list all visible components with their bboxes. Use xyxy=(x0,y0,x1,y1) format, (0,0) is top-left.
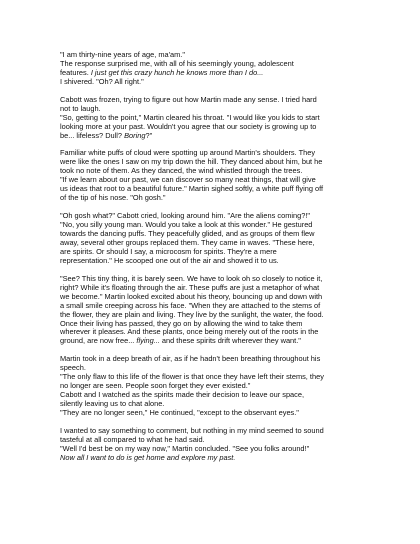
text-line xyxy=(60,194,378,203)
italic-text: Boring xyxy=(124,130,146,140)
text-run: wherever it pleases. And these plants, once being merely out of the roots in the xyxy=(60,327,319,337)
text-run: "If we learn about our past, we can discover so many neat things, that will give xyxy=(60,175,316,185)
text-run: looking more at your past. Wouldn't you agree that our society is growing up to xyxy=(60,121,317,131)
text-run: the flower, they are plain and living. They live by the sunlight, the water, the food. xyxy=(60,309,324,319)
text-run: "So, getting to the point," Martin cleared his throat. "I would like you kids to start xyxy=(60,112,320,122)
text-run: "Well I'd best be on my way now," Martin concluded. "See you folks around!" xyxy=(60,443,310,453)
text-line xyxy=(60,78,378,87)
text-run: speech. xyxy=(60,363,86,373)
text-run: "No, you silly young man. Would you take a look at this wonder." He gestured xyxy=(60,220,313,230)
italic-text: Now all I want to do is get home and explore my past. xyxy=(60,452,236,462)
text-run: ground, are now free... xyxy=(60,336,137,346)
text-run: of the tip of his nose. "Oh gosh." xyxy=(60,193,166,203)
text-run: towards the dancing puffs. They peacefully glided, and as groups of them flew xyxy=(60,229,315,239)
text-line xyxy=(60,355,378,364)
text-line xyxy=(60,409,378,418)
text-run: "Oh gosh what?" Cabott cried, looking around him. "Are the aliens coming?!" xyxy=(60,211,311,221)
text-line xyxy=(60,337,378,346)
paragraph xyxy=(60,355,378,418)
text-run: Martin took in a deep breath of air, as if he hadn't been breathing throughout his xyxy=(60,354,321,364)
italic-text: flying... xyxy=(136,336,160,346)
text-line xyxy=(60,454,378,463)
paragraph xyxy=(60,149,378,203)
text-line xyxy=(60,132,378,141)
paragraph xyxy=(60,212,378,266)
text-run: I shivered. "Oh? All right." xyxy=(60,76,144,86)
text-run: "They are no longer seen," He continued, "except to the observant eyes." xyxy=(60,408,299,418)
text-run: The response surprised me, with all of his seemingly young, adolescent xyxy=(60,58,294,68)
text-run: Once their living has passed, they go on by allowing the wind to take them xyxy=(60,318,303,328)
paragraph xyxy=(60,427,378,463)
text-run: "I am thirty-nine years of age, ma'am." xyxy=(60,50,185,59)
text-run: we become." Martin looked excited about his theory, bouncing up and down with xyxy=(60,291,323,301)
text-run: no longer are seen. People soon forget they ever existed." xyxy=(60,381,251,391)
text-run: Cabott was frozen, trying to figure out how Martin made any sense. I tried hard xyxy=(60,94,317,104)
text-run: tasteful at all compared to what he had said. xyxy=(60,434,205,444)
text-run: be... lifeless? Dull? xyxy=(60,130,125,140)
text-run: ?" xyxy=(145,130,153,140)
text-run: are spirits. Or should I say, a microcosm for spirits. They're a mere xyxy=(60,246,277,256)
paragraph xyxy=(60,51,378,87)
text-run: silently leaving us to chat alone. xyxy=(60,399,165,409)
text-run: and these spirits drift wherever they want." xyxy=(159,336,301,346)
paragraph xyxy=(60,96,378,141)
text-run: not to laugh. xyxy=(60,103,101,113)
text-run: us ideas that root to a beautiful future." Martin sighed softly, a white puff flying off xyxy=(60,184,324,194)
text-line xyxy=(60,96,378,105)
text-run: Cabott and I watched as the spirits made their decision to leave our space, xyxy=(60,390,305,400)
text-run: took no note of them. As they danced, the wind whistled through the trees. xyxy=(60,166,303,176)
paragraph xyxy=(60,275,378,347)
text-line xyxy=(60,257,378,266)
text-run: right? While it's floating through the air. These puffs are just a metaphor of what xyxy=(60,282,320,292)
story-text xyxy=(60,51,378,463)
text-run: away, several other groups replaced them. They came in waves. "These here, xyxy=(60,237,315,247)
italic-text: I just get this crazy hunch he knows more than I do... xyxy=(90,67,264,77)
text-run: "See? This tiny thing, it is barely seen. We have to look oh so closely to notice it, xyxy=(60,273,323,283)
text-run: "The only flaw to this life of the flower is that once they have left their stems, they xyxy=(60,372,324,382)
text-run: Familiar white puffs of cloud were spotting up around Martin's shoulders. They xyxy=(60,148,316,158)
text-run: were like the ones I saw on my trip down the hill. They danced about him, but he xyxy=(60,157,323,167)
text-run: a small smile creeping across his face. "When they are attached to the stems of xyxy=(60,300,321,310)
text-run: features. xyxy=(60,67,91,77)
text-run: I wanted to say something to comment, but nothing in my mind seemed to sound xyxy=(60,425,324,435)
text-run: representation." He scooped one out of the air and showed it to us. xyxy=(60,255,279,265)
